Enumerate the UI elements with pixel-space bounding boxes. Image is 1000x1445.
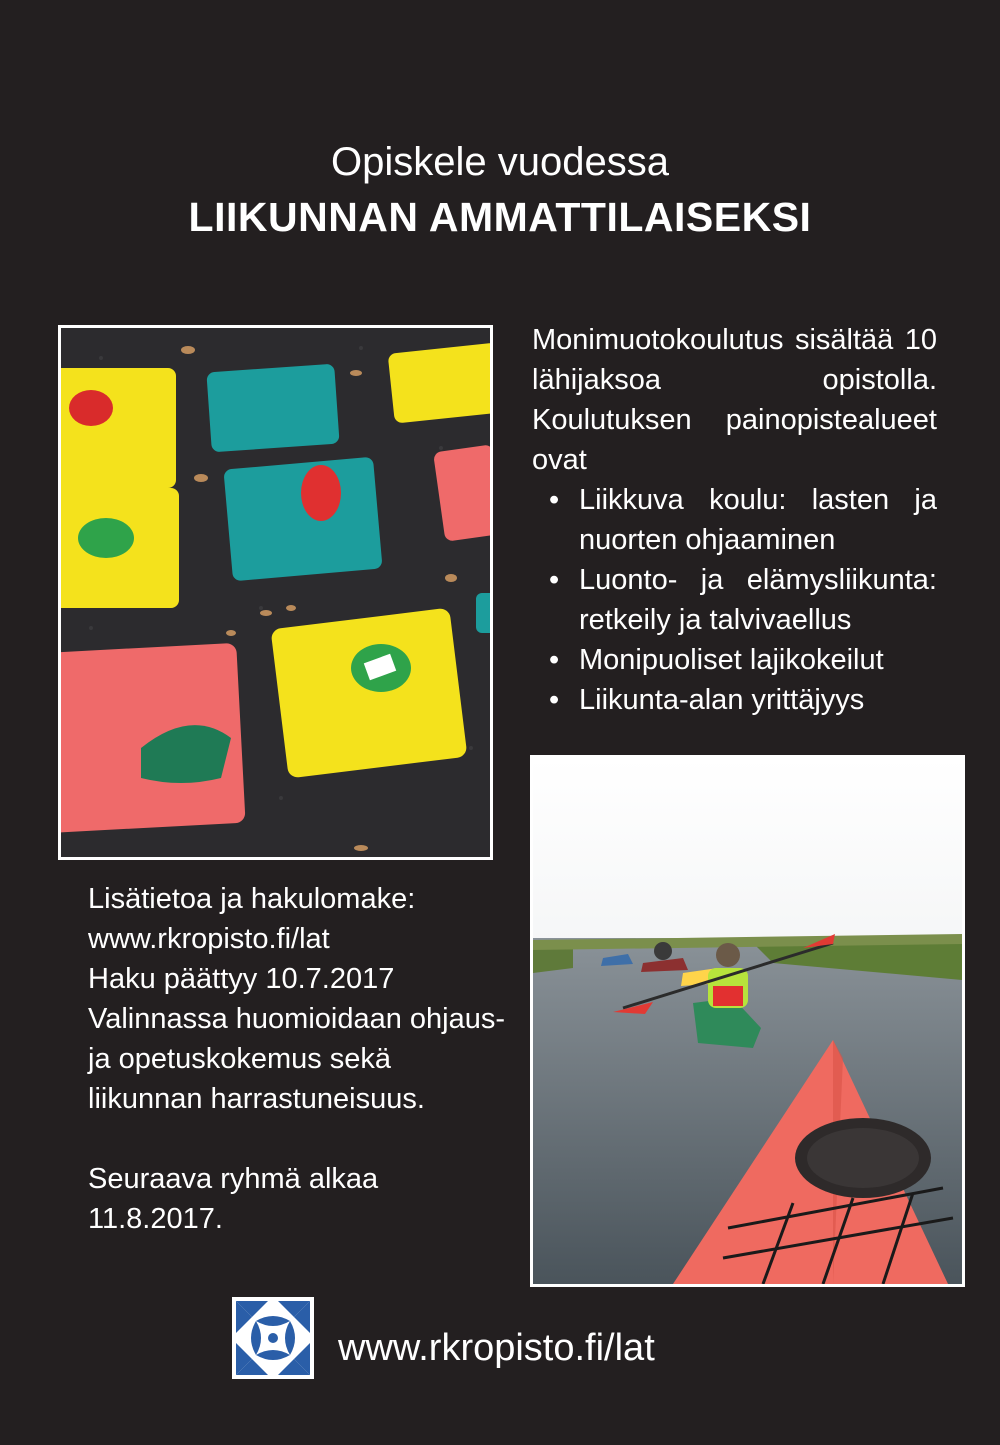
photo-kayaking (530, 755, 965, 1287)
info-line: Lisätietoa ja hakulomake: (88, 883, 416, 915)
list-item: • Luonto- ja elämysliikunta: retkeily ja talvivaellus (532, 560, 937, 640)
list-item: • Liikunta-alan yrittäjyys (532, 680, 937, 720)
footer-website-url: www.rkropisto.fi/lat (338, 1327, 655, 1369)
photo-game-mats (58, 325, 493, 860)
opisto-logo-icon (232, 1297, 314, 1379)
headline-line-2: LIIKUNNAN AMMATTILAISEKSI (188, 194, 812, 240)
headline-line-1: Opiskele vuodessa (331, 140, 669, 184)
program-description (532, 320, 937, 720)
next-group-start: Seuraava ryhmä alkaa 11.8.2017. (88, 1163, 379, 1235)
intro-paragraph: Monimuotokoulutus sisältää 10 lähijaksoa opistolla. Koulutuksen painopistealueet ovat (532, 324, 937, 476)
selection-criteria: Valinnassa huomioidaan ohjaus- ja opetuskokemus sekä liikunnan harrastuneisuus. (88, 1003, 506, 1115)
list-item: • Liikkuva koulu: lasten ja nuorten ohjaaminen (532, 480, 937, 560)
info-url: www.rkropisto.fi/lat (88, 923, 330, 955)
list-item: • Monipuoliset lajikokeilut (532, 640, 937, 680)
focus-areas-list (532, 480, 937, 720)
application-deadline: Haku päättyy 10.7.2017 (88, 963, 395, 995)
application-info (88, 879, 508, 1239)
